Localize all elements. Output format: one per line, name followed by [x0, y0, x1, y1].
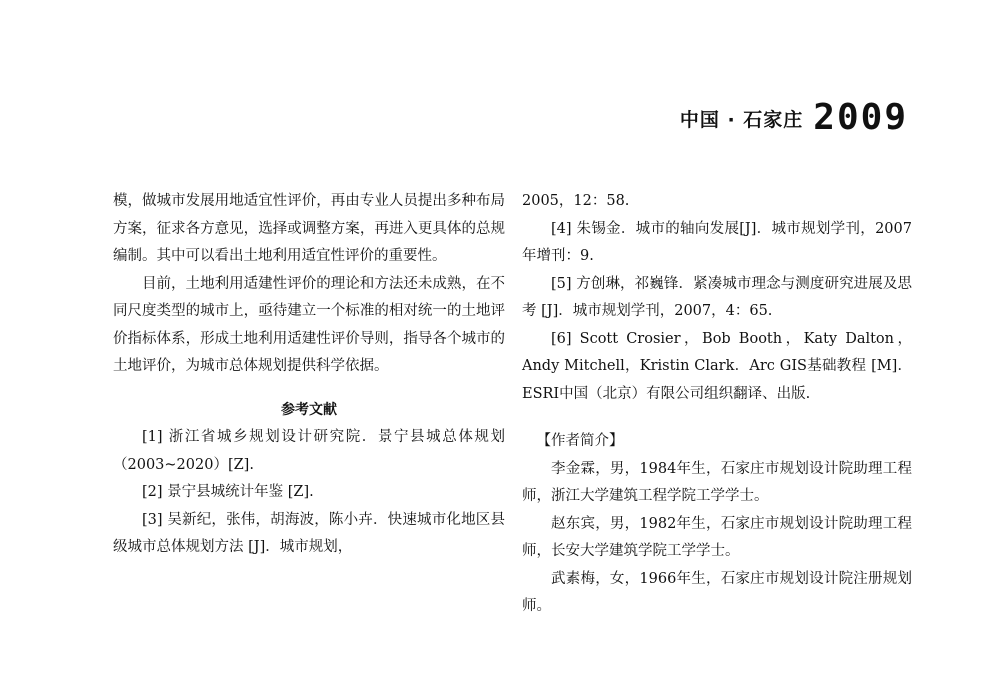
header-year: 2009 — [813, 97, 908, 138]
reference-item: [5] 方创琳，祁巍锋．紧凑城市理念与测度研究进展及思考 [J]．城市规划学刊，2007，4：65. — [522, 275, 912, 319]
references-heading: 参考文献 — [281, 401, 337, 418]
reference-item: [4] 朱锡金．城市的轴向发展[J]．城市规划学刊，2007年增刊：9. — [522, 220, 912, 264]
author-heading: 【作者简介】 — [536, 433, 624, 449]
right-column — [522, 188, 912, 621]
left-column — [113, 188, 505, 562]
author-bio: 李金霖，男，1984年生，石家庄市规划设计院助理工程师，浙江大学建筑工程学院工学学士。 — [522, 460, 912, 504]
author-bio: 赵东宾，男，1982年生，石家庄市规划设计院助理工程师，长安大学建筑学院工学学士。 — [522, 515, 912, 559]
reference-item: [2] 景宁县城统计年鉴 [Z]. — [142, 484, 314, 500]
reference-item: [3] 吴新纪，张伟，胡海波，陈小卉．快速城市化地区县级城市总体规划方法 [J]．城市规划， — [113, 511, 505, 555]
body-paragraph: 模，做城市发展用地适宜性评价，再由专业人员提出多种布局方案，征求各方意见，选择或调整方案，再进入更具体的总规编制。其中可以看出土地利用适宜性评价的重要性。 — [113, 193, 505, 264]
reference-continuation: 2005，12：58. — [522, 193, 630, 209]
page-header — [679, 97, 908, 138]
body-paragraph: 目前，土地利用适建性评价的理论和方法还未成熟，在不同尺度类型的城市上，亟待建立一个标准的相对统一的土地评价指标体系，形成土地利用适建性评价导则，指导各个城市的土地评价，为城市总体规划提供科学依据。 — [113, 275, 505, 374]
author-bio: 武素梅，女，1966年生，石家庄市规划设计院注册规划师。 — [522, 570, 912, 614]
header-city: 中国 · 石家庄 — [679, 108, 804, 131]
reference-item: [6] Scott Crosier，Bob Booth，Katy Dalton，Andy Mitchell，Kristin Clark．Arc GIS基础教程 [M]．ESRI中国（北京）有限公司组织翻译、出版. — [522, 330, 912, 402]
reference-item: [1] 浙江省城乡规划设计研究院．景宁县城总体规划（2003~2020）[Z]. — [113, 429, 505, 473]
